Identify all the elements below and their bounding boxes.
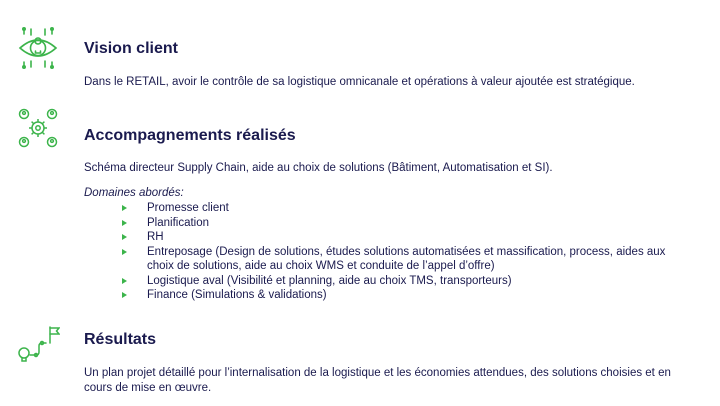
list-item [120, 245, 690, 274]
arrow-bullet-icon [122, 205, 127, 211]
list-item [120, 230, 690, 245]
list-item [120, 201, 690, 216]
arrow-bullet-icon [122, 249, 127, 255]
arrow-bullet-icon [122, 292, 127, 298]
team-gear-icon [18, 108, 58, 148]
section-text-resultats: Un plan projet détaillé pour l’internalisation de la logistique et les économies attendues, des solutions choisies et en cours de mise en œuvre. [84, 367, 671, 394]
list-item-text: Planification [147, 216, 210, 229]
list-item-text: Promesse client [147, 202, 229, 214]
idea-to-flag-path-icon [16, 325, 60, 367]
domains-heading: Domaines abordés: [84, 187, 184, 199]
arrow-bullet-icon [122, 220, 127, 226]
list-item-text: RH [147, 231, 164, 243]
list-item-text: Finance (Simulations & validations) [147, 289, 327, 301]
eye-lightbulb-icon [16, 27, 60, 69]
list-item-text: Logistique aval (Visibilité et planning, aide au choix TMS, transporteurs) [147, 274, 512, 287]
section-text-vision: Dans le RETAIL, avoir le contrôle de sa logistique omnicanale et opérations à valeur ajoutée est stratégique. [84, 76, 635, 88]
section-title-resultats: Résultats [84, 331, 157, 348]
section-title-accompagnements: Accompagnements réalisés [84, 127, 296, 144]
list-item [120, 274, 690, 289]
section-title-vision: Vision client [84, 40, 178, 57]
list-item [120, 288, 690, 303]
domains-list [120, 201, 690, 303]
arrow-bullet-icon [122, 278, 127, 284]
section-text-accompagnements: Schéma directeur Supply Chain, aide au choix de solutions (Bâtiment, Automatisation et SI). [84, 162, 553, 174]
arrow-bullet-icon [122, 234, 127, 240]
list-item [120, 216, 690, 231]
list-item-text: Entreposage (Design de solutions, études solutions automatisées et massification, process, aides aux choix de solutions, aide au choix WMS et conduite de l’appel d’offre) [147, 245, 666, 272]
